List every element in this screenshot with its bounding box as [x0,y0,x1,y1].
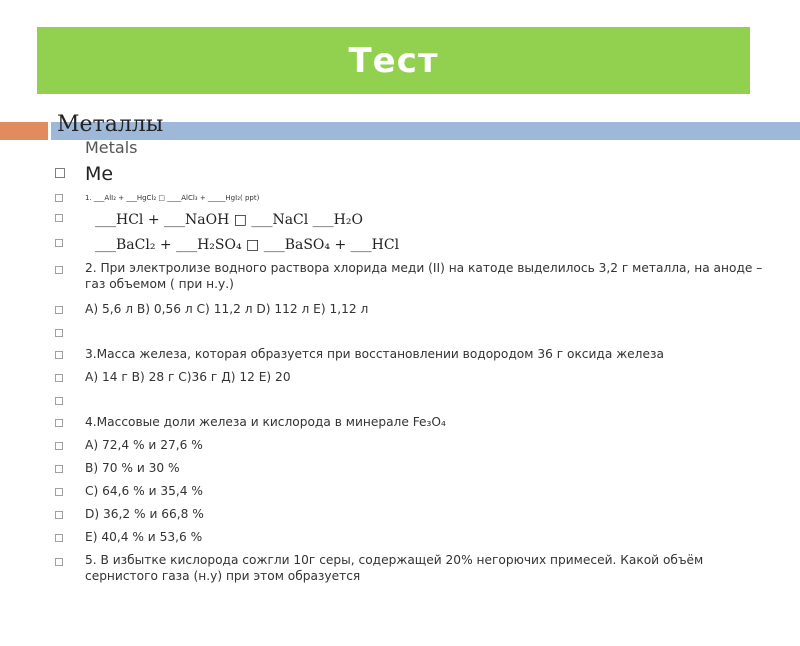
question-4-option-a: А) 72,4 % и 27,6 % [85,438,203,452]
square-bullet-icon [55,329,63,337]
list-item [55,233,775,258]
question-4-option-e: Е) 40,4 % и 53,6 % [85,530,203,544]
square-bullet-icon [55,558,63,566]
list-item [55,160,775,188]
square-bullet-icon [55,168,65,178]
metals-label: Metals [85,138,138,157]
square-bullet-icon [55,194,63,202]
equation-1: 1. ___AlI₂ + ___HgCl₂ □ ____AlCl₃ + _____HgI₂( ppt) [85,194,260,202]
square-bullet-icon [55,511,63,519]
equation-2: ___HCl + ___NaOH □ ___NaCl ___H₂O [95,212,363,228]
square-bullet-icon [55,306,63,314]
question-3: 3.Масса железа, которая образуется при восстановлении водородом 36 г оксида железа [85,347,664,361]
question-3-answers: А) 14 г В) 28 г С)36 г Д) 12 Е) 20 [85,370,291,384]
list-item [55,482,775,505]
title-banner [37,27,750,94]
list-item [55,260,775,292]
list-item [55,391,775,413]
list-item [55,208,775,233]
question-4-option-d: D) 36,2 % и 66,8 % [85,507,204,521]
square-bullet-icon [55,397,63,405]
square-bullet-icon [55,419,63,427]
question-5: 5. В избытке кислорода сожгли 10г серы, содержащей 20% негорючих примесей. Какой объём сернистого газа (н.у) при этом образуется [85,553,704,583]
square-bullet-icon [55,488,63,496]
list-item [55,136,775,160]
list-item [55,459,775,482]
square-bullet-icon [55,214,63,222]
square-bullet-icon [55,465,63,473]
question-4: 4.Массовые доли железа и кислорода в минерале Fe₃O₄ [85,415,446,429]
me-label: Me [85,163,114,185]
list-item [55,300,775,323]
equation-3: ___BaCl₂ + ___H₂SO₄ □ ___BaSO₄ + ___HCl [95,237,400,253]
page-title: Тест [348,40,439,81]
question-2: 2. При электролизе водного раствора хлорида меди (II) на катоде выделилось 3,2 г металла, на аноде – газ объемом ( при н.у.) [85,261,763,291]
slide-content [55,136,775,584]
question-4-option-c: С) 64,6 % и 35,4 % [85,484,203,498]
list-item [55,188,775,208]
list-item [55,368,775,391]
question-4-option-b: В) 70 % и 30 % [85,461,180,475]
square-bullet-icon [55,442,63,450]
accent-bar-orange [0,122,48,140]
list-item [55,528,775,551]
list-item [55,345,775,368]
list-item [55,436,775,459]
square-bullet-icon [55,374,63,382]
square-bullet-icon [55,266,63,274]
list-item [55,505,775,528]
list-item [55,413,775,436]
list-item [55,552,775,584]
question-2-answers: А) 5,6 л В) 0,56 л С) 11,2 л D) 112 л Е) 1,12 л [85,302,369,316]
square-bullet-icon [55,351,63,359]
section-subtitle: Металлы [57,112,164,137]
square-bullet-icon [55,534,63,542]
square-bullet-icon [55,239,63,247]
list-item [55,323,775,345]
